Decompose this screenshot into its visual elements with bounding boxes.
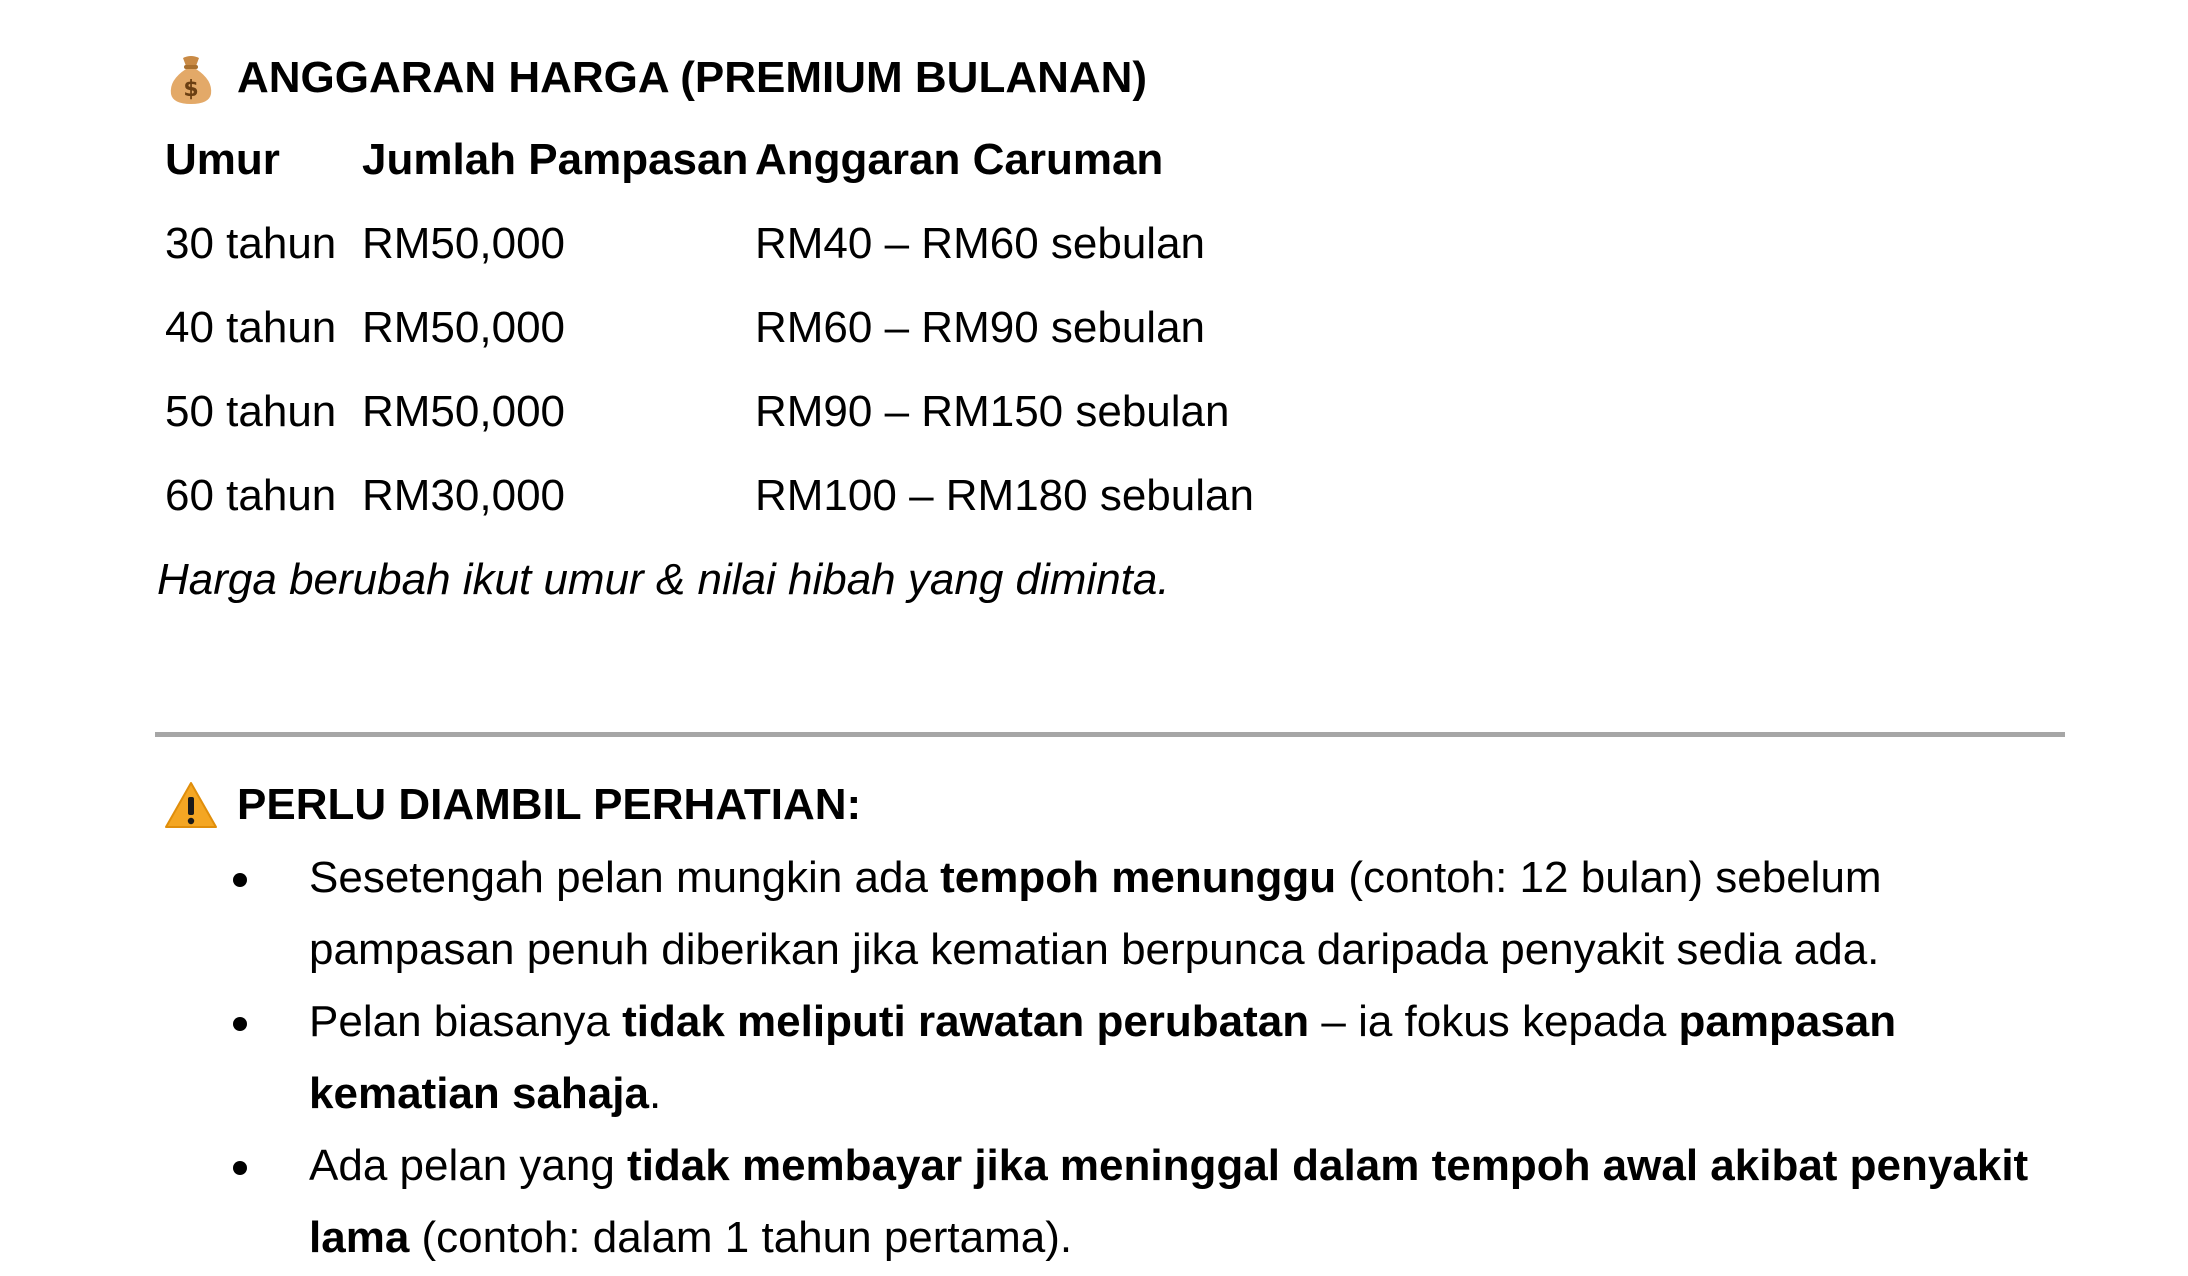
table-cell-sum: RM50,000 xyxy=(362,387,566,436)
table-header-sum: Jumlah Pampasan xyxy=(362,135,749,184)
table-cell-age: 60 tahun xyxy=(165,471,337,520)
bullet-text: Sesetengah pelan mungkin ada xyxy=(309,853,941,902)
bullet-text: (contoh: 12 bulan) sebelum pampasan penuh diberikan jika kematian berpunca daripada penyakit sedia ada. xyxy=(309,853,1882,974)
table-cell-contribution: RM60 – RM90 sebulan xyxy=(755,303,1206,352)
horizontal-divider xyxy=(155,732,2065,737)
table-cell-sum: RM30,000 xyxy=(362,471,566,520)
warning-icon xyxy=(163,777,219,833)
bullet-text: . xyxy=(648,1069,662,1118)
price-note: Harga berubah ikut umur & nilai hibah yang diminta. xyxy=(157,555,1170,604)
table-cell-contribution: RM40 – RM60 sebulan xyxy=(755,219,1206,268)
list-item xyxy=(225,1130,2085,1274)
table-cell-sum: RM50,000 xyxy=(362,219,566,268)
svg-text:$: $ xyxy=(183,77,199,102)
bullet-bold-text: tempoh menunggu xyxy=(940,853,1337,902)
bullet-bold-text: tidak meliputi rawatan perubatan xyxy=(622,997,1310,1046)
money-bag-icon xyxy=(163,50,219,106)
table-header-contribution: Anggaran Caruman xyxy=(755,135,1164,184)
table-cell-contribution: RM100 – RM180 sebulan xyxy=(755,471,1254,520)
notice-bullet-list xyxy=(225,842,2085,1274)
bullet-icon xyxy=(233,1017,247,1031)
table-cell-age: 40 tahun xyxy=(165,303,337,352)
table-header-age: Umur xyxy=(165,135,280,184)
bullet-text: – ia fokus kepada xyxy=(1309,997,1679,1046)
bullet-bold-text: tidak membayar jika meninggal dalam tempoh awal akibat penyakit lama xyxy=(309,1141,2029,1262)
table-cell-age: 50 tahun xyxy=(165,387,337,436)
bullet-icon xyxy=(233,1161,247,1175)
price-section-heading xyxy=(163,50,1147,106)
price-section-title: ANGGARAN HARGA (PREMIUM BULANAN) xyxy=(237,53,1148,102)
table-cell-sum: RM50,000 xyxy=(362,303,566,352)
list-item xyxy=(225,986,2085,1130)
bullet-icon xyxy=(233,873,247,887)
notice-section-title: PERLU DIAMBIL PERHATIAN: xyxy=(237,780,862,829)
bullet-text: (contoh: dalam 1 tahun pertama). xyxy=(409,1213,1073,1262)
table-cell-contribution: RM90 – RM150 sebulan xyxy=(755,387,1230,436)
notice-section-heading xyxy=(163,777,861,833)
bullet-text: Pelan biasanya xyxy=(309,997,623,1046)
bullet-bold-text: pampasan kematian sahaja xyxy=(309,997,1897,1118)
bullet-text: Ada pelan yang xyxy=(309,1141,628,1190)
list-item xyxy=(225,842,2085,986)
table-cell-age: 30 tahun xyxy=(165,219,337,268)
